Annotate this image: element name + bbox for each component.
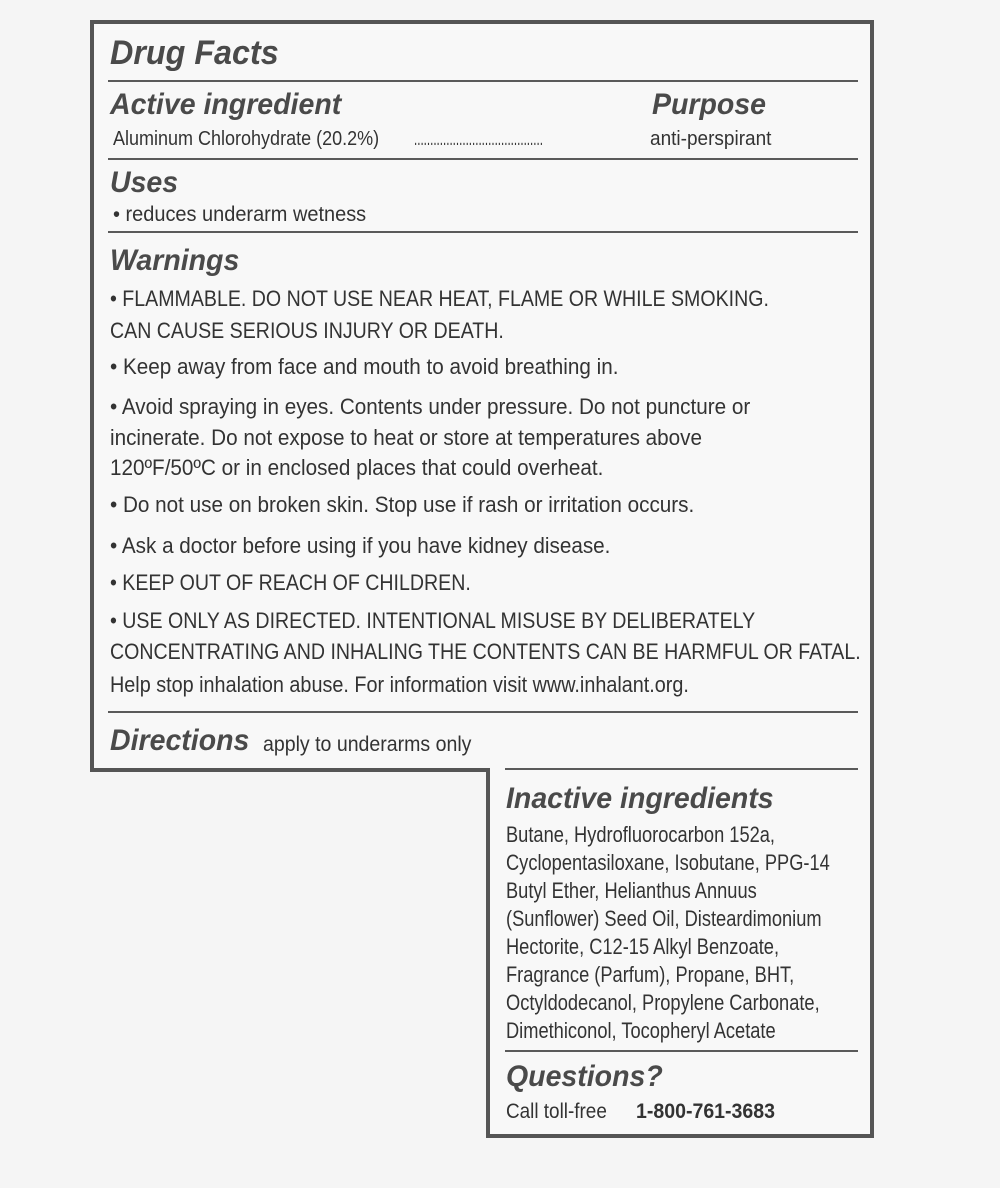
- inactive-ingredients-line: Fragrance (Parfum), Propane, BHT,: [506, 962, 795, 987]
- inactive-ingredients-line: Dimethiconol, Tocopheryl Acetate: [506, 1018, 776, 1043]
- inactive-ingredients-line: Butane, Hydrofluorocarbon 152a,: [506, 822, 776, 847]
- uses-divider: [108, 231, 858, 233]
- inactive-top-divider: [505, 768, 858, 770]
- warnings-line: 120ºF/50ºC or in enclosed places that could overheat.: [110, 455, 604, 480]
- inactive-ingredients-line: Cyclopentasiloxane, Isobutane, PPG-14: [506, 850, 830, 875]
- uses-heading: Uses: [110, 166, 179, 199]
- warnings-line: • KEEP OUT OF REACH OF CHILDREN.: [110, 570, 471, 595]
- title-divider: [108, 80, 858, 82]
- warnings-line: • USE ONLY AS DIRECTED. INTENTIONAL MISUSE BY DELIBERATELY: [110, 608, 756, 633]
- warnings-line: incinerate. Do not expose to heat or store at temperatures above: [110, 425, 703, 450]
- questions-phone[interactable]: 1-800-761-3683: [636, 1100, 775, 1123]
- warnings-line: Help stop inhalation abuse. For information visit www.inhalant.org.: [110, 672, 689, 697]
- inactive-ingredients-heading: Inactive ingredients: [506, 782, 774, 815]
- inactive-divider: [505, 1050, 858, 1052]
- inactive-ingredients-line: (Sunflower) Seed Oil, Disteardimonium: [506, 906, 822, 931]
- warnings-line: • Keep away from face and mouth to avoid breathing in.: [110, 354, 619, 379]
- questions-label: Call toll-free: [506, 1100, 607, 1123]
- active-divider: [108, 158, 858, 160]
- active-ingredient-leader: ........................................: [414, 128, 543, 150]
- warnings-line: • Avoid spraying in eyes. Contents under pressure. Do not puncture or: [110, 394, 751, 419]
- warnings-line: • Do not use on broken skin. Stop use if rash or irritation occurs.: [110, 492, 695, 517]
- directions-text: apply to underarms only: [263, 733, 472, 756]
- warnings-line: CONCENTRATING AND INHALING THE CONTENTS CAN BE HARMFUL OR FATAL.: [110, 639, 861, 664]
- directions-heading: Directions: [110, 724, 250, 757]
- warnings-line: • Ask a doctor before using if you have kidney disease.: [110, 533, 611, 558]
- purpose-heading: Purpose: [652, 88, 767, 121]
- active-ingredient-heading: Active ingredient: [110, 88, 342, 121]
- warnings-divider: [108, 711, 858, 713]
- active-ingredient-purpose: anti-perspirant: [650, 128, 772, 150]
- uses-item: • reduces underarm wetness: [113, 203, 367, 226]
- inactive-ingredients-line: Hectorite, C12-15 Alkyl Benzoate,: [506, 934, 780, 959]
- active-ingredient-name: Aluminum Chlorohydrate (20.2%): [113, 128, 380, 150]
- warnings-line: CAN CAUSE SERIOUS INJURY OR DEATH.: [110, 318, 504, 343]
- warnings-heading: Warnings: [110, 244, 240, 277]
- drug-facts-title: Drug Facts: [110, 34, 279, 72]
- questions-heading: Questions?: [506, 1060, 663, 1093]
- inactive-ingredients-line: Octyldodecanol, Propylene Carbonate,: [506, 990, 820, 1015]
- warnings-line: • FLAMMABLE. DO NOT USE NEAR HEAT, FLAME OR WHILE SMOKING.: [110, 286, 769, 311]
- inactive-ingredients-line: Butyl Ether, Helianthus Annuus: [506, 878, 757, 903]
